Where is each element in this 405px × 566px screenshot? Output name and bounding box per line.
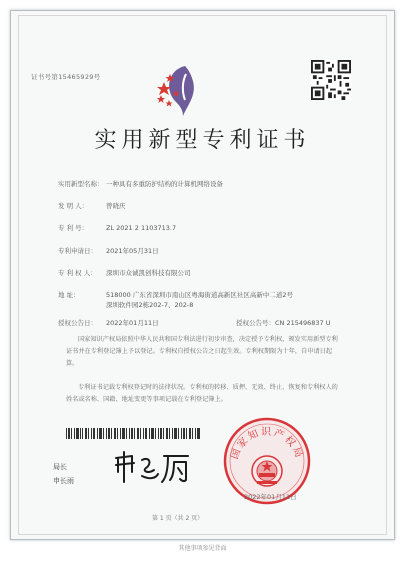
field-value: CN 215496837 U [275,319,331,327]
statement-paragraph-1: 国家知识产权局依照中华人民共和国专利法进行初步审查，决定授予专利权，颁发实用新型专利证书并在专利登记簿上予以登记。专利权自授权公告之日起生效。专利权期限为十年，自申请日起算。 [66,336,338,367]
field-label: 授权公告号： [236,319,275,327]
field-value: 2021年05月31日 [106,247,159,255]
certificate-title: 实用新型专利证书 [94,128,311,153]
barcode-icon [66,428,200,439]
field-address [58,290,298,310]
field-label: 地 址： [58,291,80,299]
field-label: 专利申请日： [58,247,97,255]
field-announcement-number [236,318,331,327]
field-label: 授权公告日： [58,319,97,327]
field-label: 专 利 号： [58,224,89,232]
field-value: 一种具有多重防护结构的计算机网络设备 [106,180,223,188]
field-announcement-date [58,318,159,327]
field-inventor [58,201,126,210]
field-value: 518000 广东省深圳市南山区粤海街道高新区社区高新中二道2号深圳软件园2栋202-7、202-8 [106,291,294,309]
seal-text: 国家知识产权局 [229,427,305,461]
cnipa-emblem-icon [152,60,212,120]
signer-name: 申长雨 [53,477,74,485]
field-label: 专 利 权 人： [58,269,97,277]
page-number: 第 1 页（共 2 页） [152,515,204,522]
field-patent-number [58,223,176,232]
field-value: 曾晓庆 [106,202,126,210]
signer-title: 局长 [53,463,67,471]
national-emblem-icon [252,456,282,486]
field-value: 深圳市众诚凯创科技有限公司 [106,269,191,277]
field-value: ZL 2021 2 1103713.7 [106,224,177,232]
field-label: 发 明 人： [58,202,89,210]
statement-paragraph-2: 专利证书记载专利权登记时的法律状况。专利权的转移、质押、无效、终止、恢复和专利权人的姓名或名称、国籍、地址变更等事项记载在专利登记簿上。 [66,384,338,403]
field-utility-model-name [58,179,223,188]
field-application-date [58,246,159,255]
signing-date: 2022年01月11日 [244,493,297,501]
field-patentee [58,268,191,277]
footer-note: 其他事项参见背面 [178,545,227,552]
field-label: 实用新型名称： [58,180,104,188]
qr-code-icon [311,60,351,100]
field-value: 2022年01月11日 [106,319,159,327]
certificate-number: 证书号第15465929号 [31,73,101,81]
handwritten-signature [112,448,194,486]
